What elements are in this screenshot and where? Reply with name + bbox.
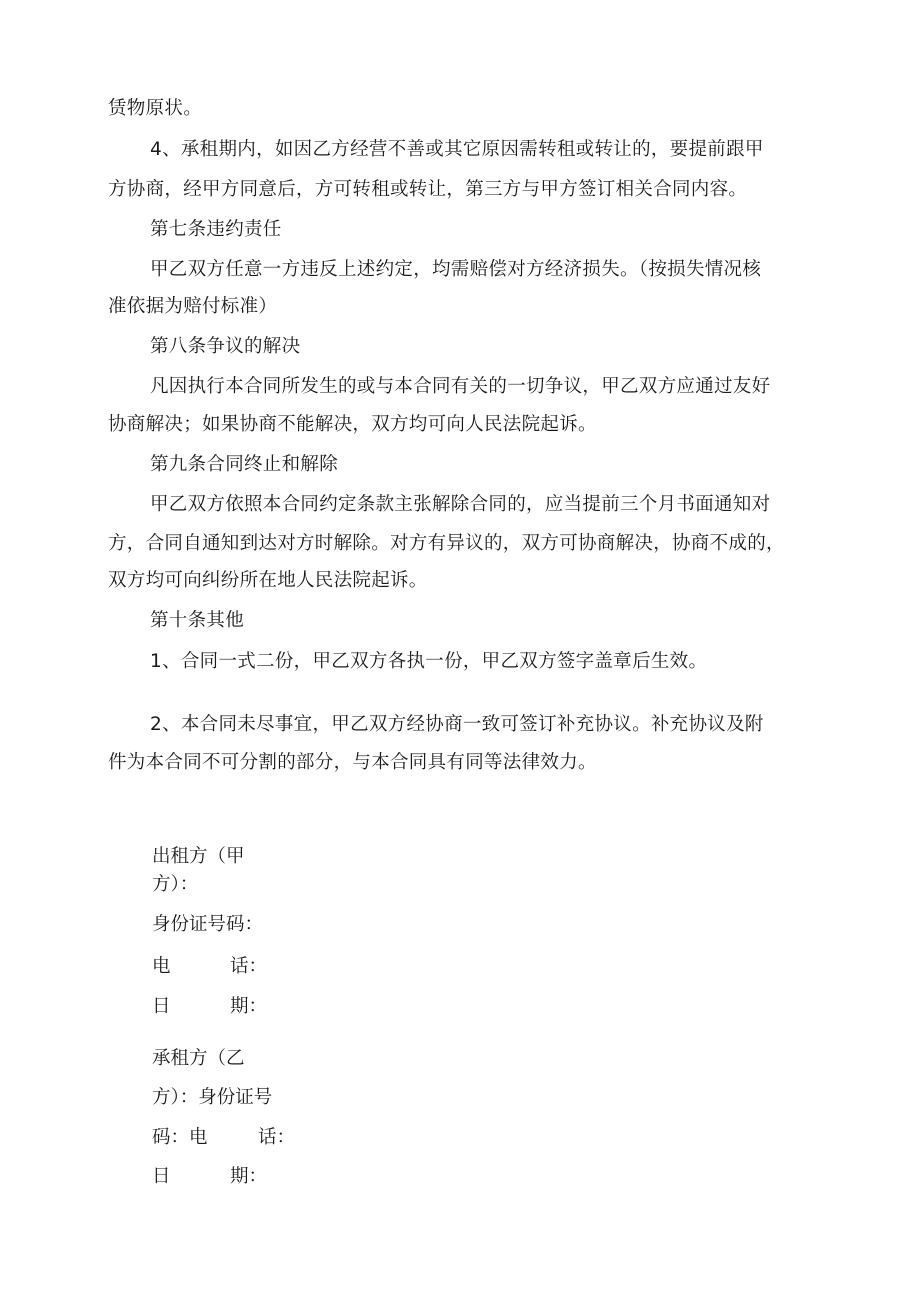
lessor-label: 出租方（甲 (152, 846, 245, 867)
body-line: 赁物原状。 (108, 98, 203, 119)
body-line: 甲乙双方任意一方违反上述约定，均需赔偿对方经济损失。（按损失情况核 (150, 259, 762, 280)
body-line: 协商解决；如果协商不能解决，双方均可向人民法院起诉。 (108, 414, 597, 435)
body-line: 方，合同自通知到达对方时解除。对方有异议的，双方可协商解决，协商不成的， (108, 533, 785, 554)
lessee-id-phone-label: 码：电 (152, 1127, 208, 1148)
lessee-date-label-tail: 期： (230, 1166, 268, 1187)
lessor-id-label: 身份证号码： (152, 914, 264, 935)
body-line: 1、合同一式二份，甲乙双方各执一份，甲乙双方签字盖章后生效。 (150, 651, 708, 672)
body-line: 件为本合同不可分割的部分，与本合同具有同等法律效力。 (108, 752, 597, 773)
body-line: 凡因执行本合同所发生的或与本合同有关的一切争议，甲乙双方应通过友好 (150, 376, 771, 397)
lessor-date-label: 日 (152, 996, 171, 1017)
body-line: 方协商，经甲方同意后，方可转租或转让，第三方与甲方签订相关合同内容。 (108, 179, 748, 200)
lessor-date-label-tail: 期： (230, 996, 268, 1017)
lessor-phone-label-tail: 话： (230, 956, 268, 977)
lessee-label: 承租方（乙 (152, 1048, 245, 1069)
lessee-label-cont: 方）：身份证号 (152, 1087, 273, 1108)
body-line: 4、承租期内，如因乙方经营不善或其它原因需转租或转让的，要提前跟甲 (150, 139, 764, 160)
section-heading: 第八条争议的解决 (150, 336, 301, 357)
lessee-date-label: 日 (152, 1166, 171, 1187)
body-line: 准依据为赔付标准） (108, 296, 278, 317)
section-heading: 第十条其他 (150, 610, 245, 631)
lessor-phone-label: 电 (152, 956, 171, 977)
section-heading: 第七条违约责任 (150, 219, 282, 240)
body-line: 2、本合同未尽事宜，甲乙双方经协商一致可签订补充协议。补充协议及附 (150, 714, 764, 735)
body-line: 双方均可向纠纷所在地人民法院起诉。 (108, 570, 428, 591)
body-line: 甲乙双方依照本合同约定条款主张解除合同的，应当提前三个月书面通知对 (150, 494, 771, 515)
lessor-label-cont: 方）： (152, 874, 199, 895)
lessee-phone-label-tail: 话： (258, 1127, 296, 1148)
section-heading: 第九条合同终止和解除 (150, 454, 339, 475)
